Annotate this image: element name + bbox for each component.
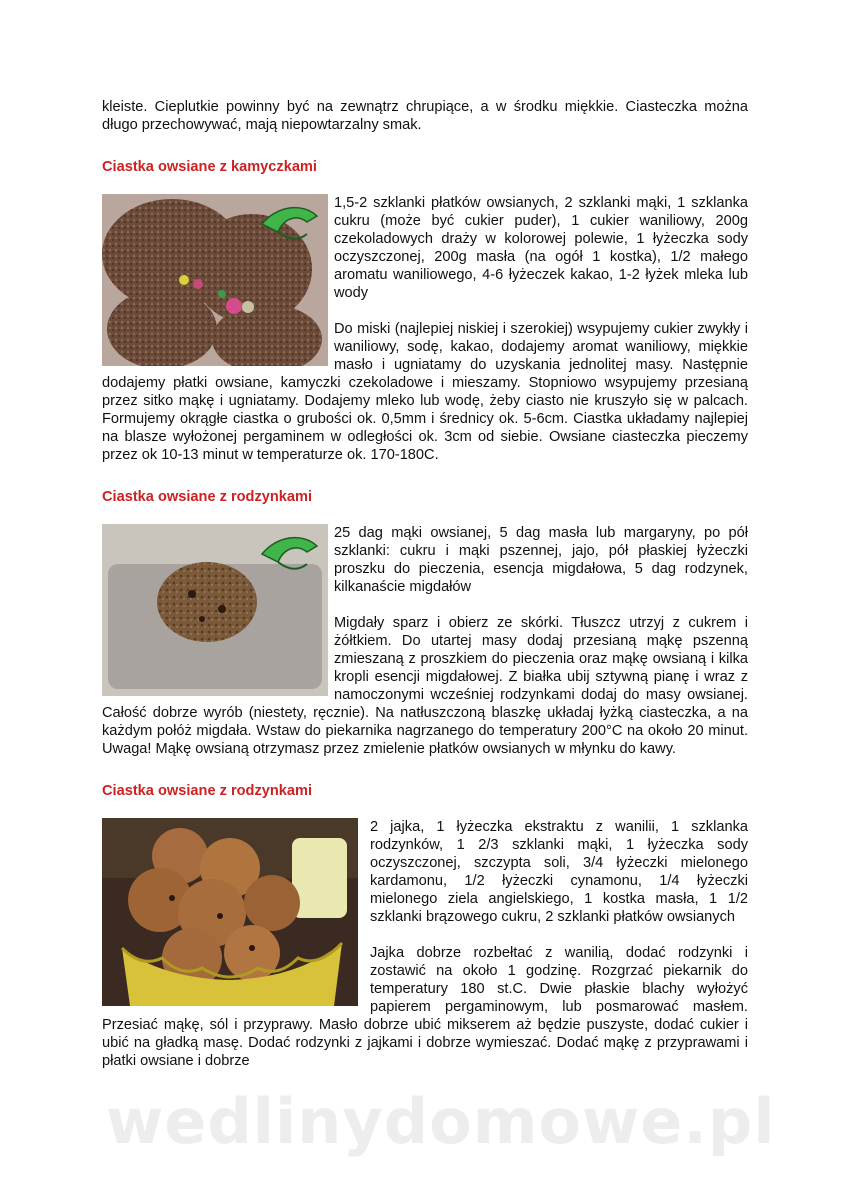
intro-paragraph: kleiste. Cieplutkie powinny być na zewnątrz chrupiące, a w środku miękkie. Ciasteczka można długo przechowywać, mają niepowtarzalny smak. — [102, 99, 748, 133]
recipe-method-2: Migdały sparz i obierz ze skórki. Tłuszcz utrzyj z cukrem i żółtkiem. Do utartej masy dodaj przesianą mąkę pszenną zmieszaną z proszkiem do pieczenia oraz mąkę owsianą i kilka kropli esencji migdałowej. Z białka ubij sztywną pianę i wraz z namoczonymi wcześniej rodzynkami dodaj do masy owsianej. Całość dobrze wyrób (niestety, ręcznie). Na natłuszczoną blaszkę układaj łyżką ciasteczka, a na każdym połóż migdała. Wstaw do piekarnika nagrzanego do temperatury 200°C na około 20 minut. Uwaga! Mąkę owsianą otrzymasz przez zmielenie płatków owsianych w młynku do kawy. — [102, 615, 748, 757]
recipe-method-1: Do miski (najlepiej niskiej i szerokiej) wsypujemy cukier zwykły i waniliowy, sodę, kakao, dodajemy aromat waniliowy, miękkie masło i ugniatamy do uzyskania jednolitej masy. Następnie dodajemy płatki owsiane, kamyczki czekoladowe i mieszamy. Stopniowo wsypujemy przesianą przez sitko mąkę i ugniatamy. Dodajemy mleko lub wodę, żeby ciasto nie kruszyło się w palcach. Formujemy okrągłe ciastka o grubości ok. 0,5mm i średnicy ok. 5-6cm. Ciastka układamy najlepiej na blasze wyłożonej pergaminem w odległości ok. 3cm od siebie. Owsiane ciasteczka pieczemy przez ok 10-13 minut w temperaturze ok. 170-180C. — [102, 321, 748, 463]
document-page — [102, 98, 748, 1094]
recipe-section-1 — [102, 158, 748, 464]
recipe-title-2: Ciastka owsiane z rodzynkami — [102, 489, 313, 505]
recipe-section-2 — [102, 488, 748, 758]
recipe-method-3: Jajka dobrze rozbełtać z wanilią, dodać rodzynki i zostawić na około 1 godzinę. Rozgrzać piekarnik do temperatury 180 st.C. Dwie płaskie blachy wyłożyć papierem pergaminowym, lub posmarować masłem. Przesiać mąkę, sól i przyprawy. Masło dobrze ubić mikserem aż będzie puszyste, dodać cukier i ubić na gładką masę. Dodać rodzynki z jajkami i dobrze wymieszać. Dodać mąkę z przyprawami i płatki owsiane i dobrze — [102, 945, 748, 1069]
raisin-cookie-photo — [102, 524, 328, 696]
recipe-ingredients-3: 2 jajka, 1 łyżeczka ekstraktu z wanilii, 1 szklanka rodzynków, 1 2/3 szklanki mąki, 1 łyżeczka sody oczyszczonej, szczypta soli, 3/4 łyżeczki mielonego kardamonu, 1/2 łyżeczki cynamonu, 1/4 łyżeczki mielonego ziela angielskiego, 1 kostka masła, 1 1/2 szklanki brązowego cukru, 2 szklanki płatków owsianych — [370, 819, 748, 925]
recipe-ingredients-2: 25 dag mąki owsianej, 5 dag masła lub margaryny, po pół szklanki: cukru i mąki pszennej, jajo, pół płaskiej łyżeczki proszku do pieczenia, esencja migdałowa, 5 dag rodzynek, kilkanaście migdałów — [334, 525, 748, 595]
site-watermark: wedlinydomowe.pl — [106, 1085, 776, 1158]
recipe-title-3: Ciastka owsiane z rodzynkami — [102, 783, 313, 799]
recipe-title-1: Ciastka owsiane z kamyczkami — [102, 159, 317, 175]
recipe-section-3 — [102, 782, 748, 1070]
cookie-bowl-photo — [102, 818, 358, 1006]
cookies-with-candies-photo — [102, 194, 328, 366]
recipe-ingredients-1: 1,5-2 szklanki płatków owsianych, 2 szklanki mąki, 1 szklanka cukru (może być cukier puder), 1 cukier waniliowy, 200g czekoladowych draży w kolorowej polewie, 1 łyżeczka sody oczyszczonej, 200g masła (na ogół 1 kostka), 1/2 małego aromatu waniliowego, 4-6 łyżeczek kakao, 1-2 łyżek mleka lub wody — [334, 195, 748, 301]
